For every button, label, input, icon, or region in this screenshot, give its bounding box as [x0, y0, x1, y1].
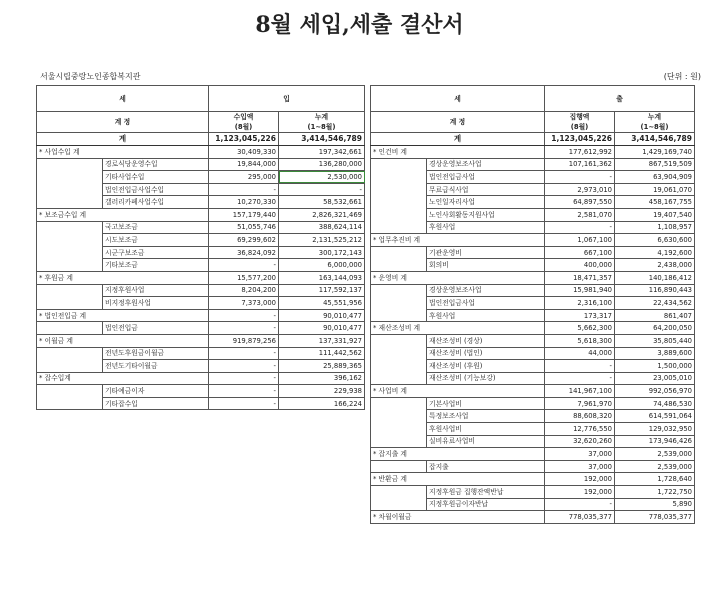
item-row — [371, 171, 695, 184]
category-label: * 법인전입금 계 — [37, 309, 209, 322]
amount-cell: 36,824,092 — [209, 246, 279, 259]
item-label: 잡지출 — [427, 460, 545, 473]
item-row — [371, 246, 695, 259]
item-label: 재산조성비 (후원) — [427, 360, 545, 373]
indent-cell — [37, 259, 103, 272]
amount-cell: 7,373,000 — [209, 297, 279, 310]
expense-col-cum — [615, 112, 695, 133]
item-row — [37, 221, 365, 234]
amount-cell: 18,471,357 — [545, 271, 615, 284]
item-label: 노인일자리사업 — [427, 196, 545, 209]
indent-cell — [37, 322, 103, 335]
amount-cell: - — [209, 360, 279, 373]
amount-cell: 12,776,550 — [545, 423, 615, 436]
cumulative-cell: 1,108,957 — [615, 221, 695, 234]
amount-cell: - — [545, 221, 615, 234]
item-label: 경로식당운영수입 — [103, 158, 209, 171]
amount-cell: - — [545, 171, 615, 184]
income-total-label: 계 — [37, 133, 209, 146]
cumulative-cell: 45,551,956 — [279, 297, 365, 310]
category-label: * 사업수입 계 — [37, 146, 209, 159]
cumulative-cell: 300,172,143 — [279, 246, 365, 259]
cumulative-cell: 74,486,530 — [615, 397, 695, 410]
cumulative-cell: 992,056,970 — [615, 385, 695, 398]
amount-cell: 2,581,070 — [545, 208, 615, 221]
cumulative-cell: 396,162 — [279, 372, 365, 385]
cumulative-cell: 111,442,562 — [279, 347, 365, 360]
item-label: 지정후원금이자반납 — [427, 498, 545, 511]
category-row — [37, 309, 365, 322]
amount-cell: 667,100 — [545, 246, 615, 259]
indent-cell — [37, 221, 103, 234]
cumulative-cell: 861,407 — [615, 309, 695, 322]
item-row — [371, 259, 695, 272]
expense-total-amount: 1,123,045,226 — [545, 133, 615, 146]
category-row — [37, 271, 365, 284]
cumulative-cell: 140,186,412 — [615, 271, 695, 284]
category-label: * 이월금 계 — [37, 334, 209, 347]
amount-cell: 19,844,000 — [209, 158, 279, 171]
indent-cell — [371, 410, 427, 423]
amount-cell: 192,000 — [545, 486, 615, 499]
item-label: 전년도후원금이월금 — [103, 347, 209, 360]
item-label: 후원사업 — [427, 309, 545, 322]
amount-cell: 32,620,260 — [545, 435, 615, 448]
category-row — [371, 511, 695, 524]
item-row — [371, 309, 695, 322]
item-label: 법인전입금사업수입 — [103, 183, 209, 196]
expense-col-amount — [545, 112, 615, 133]
indent-cell — [371, 309, 427, 322]
category-label: * 차월이월금 — [371, 511, 545, 524]
cumulative-cell: 3,889,600 — [615, 347, 695, 360]
amount-cell: 15,577,200 — [209, 271, 279, 284]
category-label: * 보조금수입 계 — [37, 208, 209, 221]
item-label: 재산조성비 (경상) — [427, 334, 545, 347]
indent-cell — [371, 423, 427, 436]
item-row — [371, 498, 695, 511]
indent-cell — [371, 208, 427, 221]
cumulative-cell: 5,890 — [615, 498, 695, 511]
item-label: 재산조성비 (기능보강) — [427, 372, 545, 385]
amount-cell: 8,204,200 — [209, 284, 279, 297]
amount-cell: 88,608,320 — [545, 410, 615, 423]
amount-cell: - — [545, 498, 615, 511]
indent-cell — [37, 397, 103, 410]
indent-cell — [371, 183, 427, 196]
income-total-amount: 1,123,045,226 — [209, 133, 279, 146]
cumulative-cell: 23,005,010 — [615, 372, 695, 385]
income-header-left: 세 — [37, 86, 209, 112]
item-label: 갤러리카페사업수입 — [103, 196, 209, 209]
item-label: 회의비 — [427, 259, 545, 272]
item-label: 기타잡수입 — [103, 397, 209, 410]
category-row — [37, 334, 365, 347]
income-col-cum — [279, 112, 365, 133]
category-label: * 운영비 계 — [371, 271, 545, 284]
item-row — [371, 334, 695, 347]
indent-cell — [371, 360, 427, 373]
indent-cell — [371, 284, 427, 297]
item-row — [371, 397, 695, 410]
item-row — [37, 196, 365, 209]
indent-cell — [37, 246, 103, 259]
expense-rows — [371, 146, 695, 524]
category-row — [371, 448, 695, 461]
item-label: 실비유료사업비 — [427, 435, 545, 448]
item-row — [37, 158, 365, 171]
expense-total-cum: 3,414,546,789 — [615, 133, 695, 146]
cumulative-cell: 614,591,064 — [615, 410, 695, 423]
indent-cell — [371, 498, 427, 511]
category-row — [37, 372, 365, 385]
amount-cell: 2,973,010 — [545, 183, 615, 196]
item-label: 기관운영비 — [427, 246, 545, 259]
category-row — [371, 473, 695, 486]
item-label: 법인전입금사업 — [427, 171, 545, 184]
cumulative-cell: 25,889,365 — [279, 360, 365, 373]
amount-cell: 192,000 — [545, 473, 615, 486]
cumulative-cell: 90,010,477 — [279, 322, 365, 335]
item-row — [371, 158, 695, 171]
income-table — [36, 85, 365, 410]
expense-col-account: 계 정 — [371, 112, 545, 133]
amount-cell: 157,179,440 — [209, 208, 279, 221]
indent-cell — [371, 397, 427, 410]
item-row — [371, 183, 695, 196]
item-row — [371, 208, 695, 221]
cumulative-cell: 867,519,509 — [615, 158, 695, 171]
expense-col-cum-text: 누계 (1~8월) — [640, 113, 669, 131]
item-label: 경상운영보조사업 — [427, 158, 545, 171]
cumulative-cell: 4,192,600 — [615, 246, 695, 259]
item-row — [371, 284, 695, 297]
item-row — [371, 347, 695, 360]
amount-cell: 295,000 — [209, 171, 279, 184]
indent-cell — [371, 158, 427, 171]
cumulative-cell: 2,131,525,212 — [279, 234, 365, 247]
item-label: 기본사업비 — [427, 397, 545, 410]
item-row — [371, 297, 695, 310]
cumulative-cell: 19,407,540 — [615, 208, 695, 221]
category-label: * 사업비 계 — [371, 385, 545, 398]
amount-cell: 7,961,970 — [545, 397, 615, 410]
item-row — [371, 196, 695, 209]
item-label: 기타보조금 — [103, 259, 209, 272]
item-label: 기타예금이자 — [103, 385, 209, 398]
amount-cell: 141,967,100 — [545, 385, 615, 398]
cumulative-cell: 778,035,377 — [615, 511, 695, 524]
category-label: * 반환금 계 — [371, 473, 545, 486]
cumulative-cell: 64,200,050 — [615, 322, 695, 335]
amount-cell: - — [209, 259, 279, 272]
indent-cell — [37, 158, 103, 171]
amount-cell: - — [545, 372, 615, 385]
item-row — [371, 435, 695, 448]
indent-cell — [37, 347, 103, 360]
cumulative-cell: 166,224 — [279, 397, 365, 410]
amount-cell: 44,000 — [545, 347, 615, 360]
item-label: 시군구보조금 — [103, 246, 209, 259]
amount-cell: 5,618,300 — [545, 334, 615, 347]
indent-cell — [37, 385, 103, 398]
amount-cell: - — [209, 183, 279, 196]
indent-cell — [37, 297, 103, 310]
cumulative-cell: 6,000,000 — [279, 259, 365, 272]
item-label: 법인전입금 — [103, 322, 209, 335]
cumulative-cell: 90,010,477 — [279, 309, 365, 322]
item-label: 지정후원사업 — [103, 284, 209, 297]
item-row — [37, 259, 365, 272]
income-col-account: 계 정 — [37, 112, 209, 133]
cumulative-cell: 163,144,093 — [279, 271, 365, 284]
category-row — [371, 322, 695, 335]
indent-cell — [371, 486, 427, 499]
indent-cell — [37, 360, 103, 373]
amount-cell: - — [209, 322, 279, 335]
cumulative-cell: 2,826,321,469 — [279, 208, 365, 221]
item-label: 지정후원금 집행잔액반납 — [427, 486, 545, 499]
item-row — [371, 372, 695, 385]
cumulative-cell: 129,032,950 — [615, 423, 695, 436]
cumulative-cell: 1,500,000 — [615, 360, 695, 373]
cumulative-cell: 458,167,755 — [615, 196, 695, 209]
indent-cell — [37, 234, 103, 247]
item-label: 후원사업 — [427, 221, 545, 234]
indent-cell — [371, 460, 427, 473]
income-rows — [37, 146, 365, 410]
category-row — [371, 146, 695, 159]
item-row — [37, 284, 365, 297]
item-row — [37, 246, 365, 259]
amount-cell: 400,000 — [545, 259, 615, 272]
item-row — [371, 423, 695, 436]
item-row — [37, 322, 365, 335]
amount-cell: 2,316,100 — [545, 297, 615, 310]
income-col-amount — [209, 112, 279, 133]
amount-cell: 37,000 — [545, 460, 615, 473]
item-label: 무료급식사업 — [427, 183, 545, 196]
item-label: 전년도기타이월금 — [103, 360, 209, 373]
category-row — [371, 234, 695, 247]
income-total-cum: 3,414,546,789 — [279, 133, 365, 146]
indent-cell — [371, 221, 427, 234]
indent-cell — [371, 347, 427, 360]
amount-cell: - — [209, 347, 279, 360]
cumulative-cell: 2,539,000 — [615, 448, 695, 461]
item-label: 재산조성비 (법인) — [427, 347, 545, 360]
category-row — [371, 271, 695, 284]
item-label: 특정보조사업 — [427, 410, 545, 423]
income-col-amount-text: 수입액 (8월) — [233, 113, 254, 131]
cumulative-cell: 229,938 — [279, 385, 365, 398]
item-label: 경상운영보조사업 — [427, 284, 545, 297]
indent-cell — [371, 246, 427, 259]
category-label: * 업무추진비 계 — [371, 234, 545, 247]
indent-cell — [371, 372, 427, 385]
item-row — [37, 297, 365, 310]
income-header-right: 입 — [209, 86, 365, 112]
category-label: * 잡지출 계 — [371, 448, 545, 461]
cumulative-cell: 63,904,909 — [615, 171, 695, 184]
amount-cell: - — [209, 372, 279, 385]
indent-cell — [371, 259, 427, 272]
item-row — [371, 460, 695, 473]
expense-table — [370, 85, 695, 524]
amount-cell: 107,161,362 — [545, 158, 615, 171]
category-label: * 재산조성비 계 — [371, 322, 545, 335]
cumulative-cell: 1,722,750 — [615, 486, 695, 499]
item-label: 국고보조금 — [103, 221, 209, 234]
amount-cell: 778,035,377 — [545, 511, 615, 524]
amount-cell: - — [209, 397, 279, 410]
amount-cell: 37,000 — [545, 448, 615, 461]
indent-cell — [37, 183, 103, 196]
item-label: 법인전입금사업 — [427, 297, 545, 310]
indent-cell — [37, 284, 103, 297]
item-label: 후원사업비 — [427, 423, 545, 436]
category-row — [371, 385, 695, 398]
amount-cell: 5,662,300 — [545, 322, 615, 335]
cumulative-cell: 137,331,927 — [279, 334, 365, 347]
indent-cell — [371, 435, 427, 448]
item-label: 노인사회활동지원사업 — [427, 208, 545, 221]
item-row — [37, 385, 365, 398]
expense-header-left: 세 — [371, 86, 545, 112]
category-row — [37, 208, 365, 221]
cumulative-cell: 2,530,000 — [279, 171, 365, 184]
expense-header-right: 출 — [545, 86, 695, 112]
cumulative-cell: 1,728,640 — [615, 473, 695, 486]
cumulative-cell: 58,532,661 — [279, 196, 365, 209]
cumulative-cell: 2,539,000 — [615, 460, 695, 473]
page-title: 8월 세입,세출 결산서 — [255, 12, 464, 38]
cumulative-cell: 197,342,661 — [279, 146, 365, 159]
cumulative-cell: 35,805,440 — [615, 334, 695, 347]
item-label: 비지정후원사업 — [103, 297, 209, 310]
cumulative-cell: 388,624,114 — [279, 221, 365, 234]
item-row — [37, 360, 365, 373]
amount-cell: - — [209, 385, 279, 398]
item-row — [37, 347, 365, 360]
indent-cell — [371, 171, 427, 184]
amount-cell: 1,067,100 — [545, 234, 615, 247]
cumulative-cell: 22,434,562 — [615, 297, 695, 310]
indent-cell — [37, 196, 103, 209]
indent-cell — [371, 334, 427, 347]
cumulative-cell: 136,280,000 — [279, 158, 365, 171]
indent-cell — [371, 297, 427, 310]
amount-cell: 69,299,602 — [209, 234, 279, 247]
cumulative-cell: 1,429,169,740 — [615, 146, 695, 159]
amount-cell: 15,981,940 — [545, 284, 615, 297]
item-row — [371, 360, 695, 373]
item-row — [371, 410, 695, 423]
category-label: * 인건비 계 — [371, 146, 545, 159]
income-col-cum-text: 누계 (1~8월) — [307, 113, 336, 131]
unit-label: (단위 : 원) — [663, 72, 701, 81]
organization-name: 서울시립중랑노인종합복지관 — [40, 72, 141, 81]
item-row — [37, 171, 365, 184]
amount-cell: 919,879,256 — [209, 334, 279, 347]
item-row — [371, 221, 695, 234]
item-label: 기타사업수입 — [103, 171, 209, 184]
cumulative-cell: 116,890,443 — [615, 284, 695, 297]
cumulative-cell: 173,946,426 — [615, 435, 695, 448]
item-row — [37, 234, 365, 247]
amount-cell: 177,612,992 — [545, 146, 615, 159]
amount-cell: 173,317 — [545, 309, 615, 322]
cumulative-cell: 19,061,070 — [615, 183, 695, 196]
item-row — [371, 486, 695, 499]
cumulative-cell: 117,592,137 — [279, 284, 365, 297]
indent-cell — [371, 196, 427, 209]
amount-cell: 30,409,330 — [209, 146, 279, 159]
cumulative-cell: - — [279, 183, 365, 196]
item-label: 시도보조금 — [103, 234, 209, 247]
indent-cell — [37, 171, 103, 184]
item-row — [37, 397, 365, 410]
expense-col-amount-text: 집행액 (8월) — [569, 113, 590, 131]
item-row — [37, 183, 365, 196]
amount-cell: 64,897,550 — [545, 196, 615, 209]
cumulative-cell: 2,438,000 — [615, 259, 695, 272]
amount-cell: - — [209, 309, 279, 322]
category-label: * 잡수입계 — [37, 372, 209, 385]
amount-cell: - — [545, 360, 615, 373]
cumulative-cell: 6,630,600 — [615, 234, 695, 247]
expense-total-label: 계 — [371, 133, 545, 146]
category-label: * 후원금 계 — [37, 271, 209, 284]
category-row — [37, 146, 365, 159]
amount-cell: 51,055,746 — [209, 221, 279, 234]
amount-cell: 10,270,330 — [209, 196, 279, 209]
